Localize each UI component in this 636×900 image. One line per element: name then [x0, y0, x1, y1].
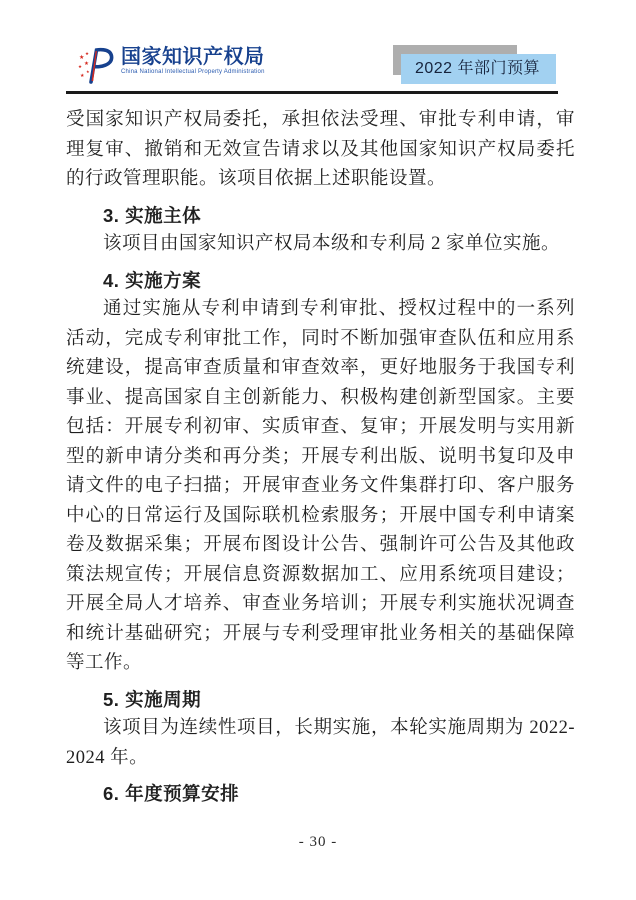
paragraph-implementation-plan: 通过实施从专利申请到专利审批、授权过程中的一系列活动，完成专利审批工作，同时不断加强审查队伍和应用系统建设，提高审查质量和审查效率，更好地服务于我国专利事业、提高国家自主创新能力、积极构建创新型国家。主要包括：开展专利初审、实质审查、复审；开展发明与实用新型的新申请分类和再分类；开展专利出版、说明书复印及申请文件的电子扫描；开展审查业务文件集群打印、客户服务中心的日常运行及国际联机检索服务；开展中国专利申请案卷及数据采集；开展布图设计公告、强制许可公告及其他政策法规宣传；开展信息资源数据加工、应用系统项目建设；开展全局人才培养、审查业务培训；开展专利实施状况调查和统计基础研究；开展与专利受理审批业务相关的基础保障等工作。: [66, 299, 575, 673]
svg-text:★: ★: [79, 55, 85, 61]
org-name-cn: 国家知识产权局: [121, 46, 265, 68]
page-header: [66, 44, 558, 94]
svg-text:★: ★: [84, 61, 89, 67]
budget-year-badge: [401, 54, 556, 84]
badge-label: 2022 年部门预算: [401, 54, 556, 84]
svg-text:★: ★: [80, 74, 85, 79]
section-heading-annual-budget: 6. 年度预算安排: [103, 783, 240, 804]
section-heading-implementation-plan: 4. 实施方案: [103, 269, 202, 291]
cnipa-logo-icon: [78, 46, 116, 86]
page-footer: [0, 834, 636, 851]
section-heading-implementing-entity: 3. 实施主体: [103, 204, 202, 226]
page-number: - 30 -: [298, 834, 338, 850]
cnipa-logo: [78, 46, 265, 86]
svg-text:★: ★: [85, 51, 90, 56]
svg-text:★: ★: [78, 64, 83, 69]
section-heading-implementation-cycle: 5. 实施周期: [103, 688, 202, 710]
svg-text:★: ★: [86, 69, 90, 74]
org-name-en: China National Intellectual Property Administration: [121, 69, 265, 75]
logo-text-block: [121, 46, 265, 76]
paragraph-functions-continuation: 受国家知识产权局委托，承担依法受理、审批专利申请，审理复审、撤销和无效宣告请求以及其他国家知识产权局委托的行政管理职能。该项目依据上述职能设置。: [66, 110, 575, 189]
paragraph-implementing-entity: 该项目由国家知识产权局本级和专利局 2 家单位实施。: [103, 234, 561, 254]
paragraph-implementation-cycle: 该项目为连续性项目，长期实施，本轮实施周期为 2022-2024 年。: [66, 718, 575, 768]
document-body: [66, 106, 575, 809]
